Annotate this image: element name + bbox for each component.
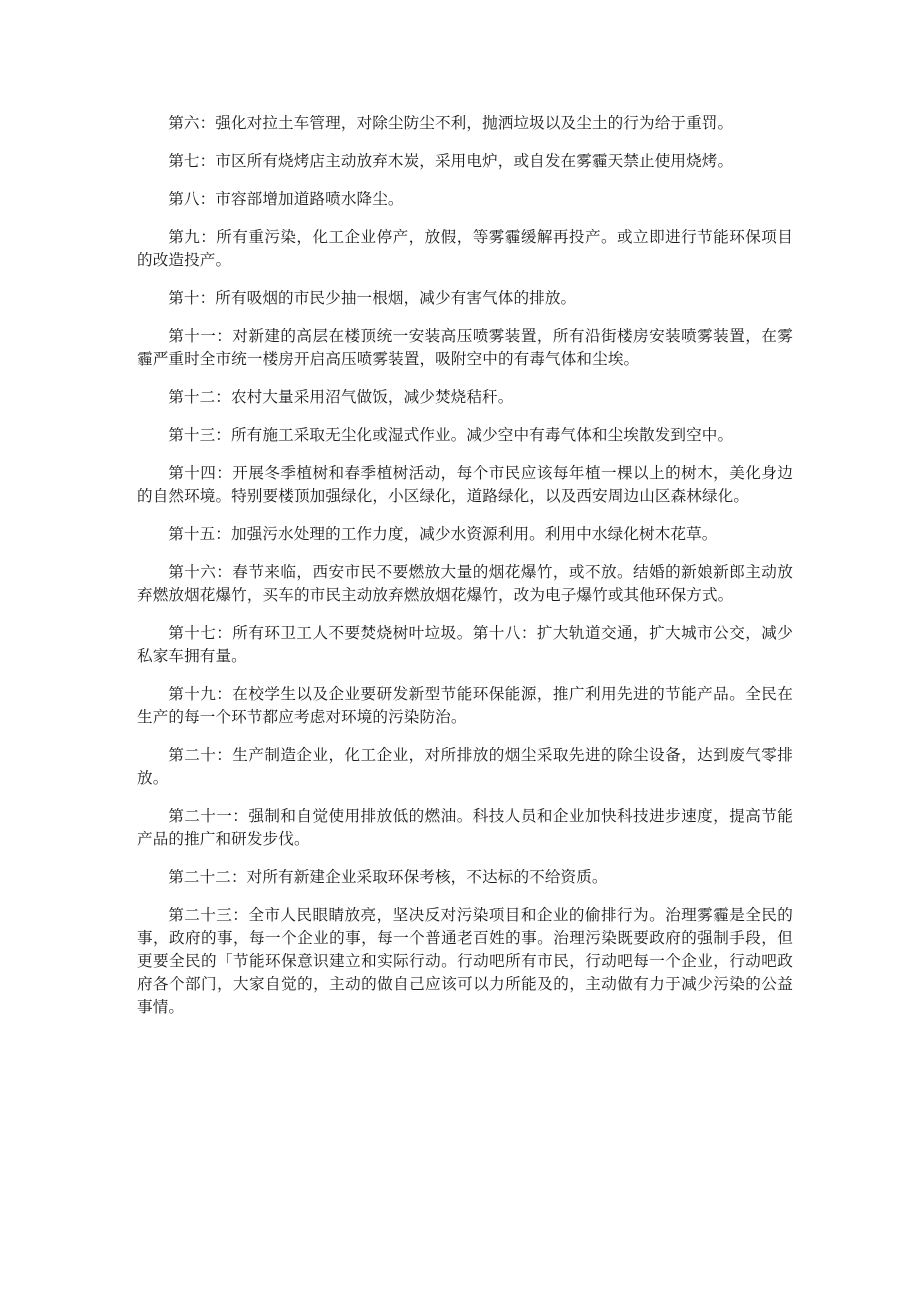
paragraph-12: 第十二：农村大量采用沼气做饭，减少焚烧秸秆。 <box>168 388 514 406</box>
paragraph-10: 第十：所有吸烟的市民少抽一根烟，减少有害气体的排放。 <box>168 289 577 307</box>
paragraph-14: 第十四：开展冬季植树和春季植树活动，每个市民应该每年植一棵以上的树木，美化身边的自然环境。特别要楼顶加强绿化，小区绿化，道路绿化，以及西安周边山区森林绿化。 <box>137 464 793 505</box>
paragraph-8: 第八：市容部增加道路喷水降尘。 <box>168 190 404 208</box>
paragraph-6: 第六：强化对拉土车管理，对除尘防尘不利，抛洒垃圾以及尘土的行为给于重罚。 <box>168 114 734 132</box>
paragraph-13: 第十三：所有施工采取无尘化或湿式作业。减少空中有毒气体和尘埃散发到空中。 <box>168 426 734 444</box>
paragraph-19: 第十九：在校学生以及企业要研发新型节能环保能源，推广利用先进的节能产品。全民在生产的每一个环节都应考虑对环境的污染防治。 <box>137 685 793 726</box>
paragraph-9: 第九：所有重污染，化工企业停产，放假，等雾霾缓解再投产。或立即进行节能环保项目的改造投产。 <box>137 228 793 269</box>
paragraph-23: 第二十三：全市人民眼睛放亮，坚决反对污染项目和企业的偷排行为。治理雾霾是全民的事，政府的事，每一个企业的事，每一个普通老百姓的事。治理污染既要政府的强制手段，但更要全民的「节能环保意识建立和实际行动。行动吧所有市民，行动吧每一个企业，行动吧政府各个部门，大家自觉的，主动的做自己应该可以力所能及的，主动做有力于减少污染的公益事情。 <box>137 906 793 1016</box>
paragraph-7: 第七：市区所有烧烤店主动放弃木炭，采用电炉，或自发在雾霾天禁止使用烧烤。 <box>168 152 734 170</box>
paragraph-11: 第十一：对新建的高层在楼顶统一安装高压喷雾装置，所有沿街楼房安装喷雾装置，在雾霾严重时全市统一楼房开启高压喷雾装置，吸附空中的有毒气体和尘埃。 <box>137 327 793 368</box>
paragraph-20: 第二十：生产制造企业，化工企业，对所排放的烟尘采取先进的除尘设备，达到废气零排放。 <box>137 746 793 787</box>
document-body <box>137 112 793 1034</box>
paragraph-22: 第二十二：对所有新建企业采取环保考核，不达标的不给资质。 <box>168 868 608 886</box>
paragraph-21: 第二十一：强制和自觉使用排放低的燃油。科技人员和企业加快科技进步速度，提高节能产品的推广和研发步伐。 <box>137 807 793 848</box>
paragraph-16: 第十六：春节来临，西安市民不要燃放大量的烟花爆竹，或不放。结婚的新娘新郎主动放弃燃放烟花爆竹，买车的市民主动放弃燃放烟花爆竹，改为电子爆竹或其他环保方式。 <box>137 563 793 604</box>
paragraph-15: 第十五：加强污水处理的工作力度，减少水资源利用。利用中水绿化树木花草。 <box>168 525 718 543</box>
paragraph-17-18: 第十七：所有环卫工人不要焚烧树叶垃圾。第十八：扩大轨道交通，扩大城市公交，减少私家车拥有量。 <box>137 624 793 665</box>
